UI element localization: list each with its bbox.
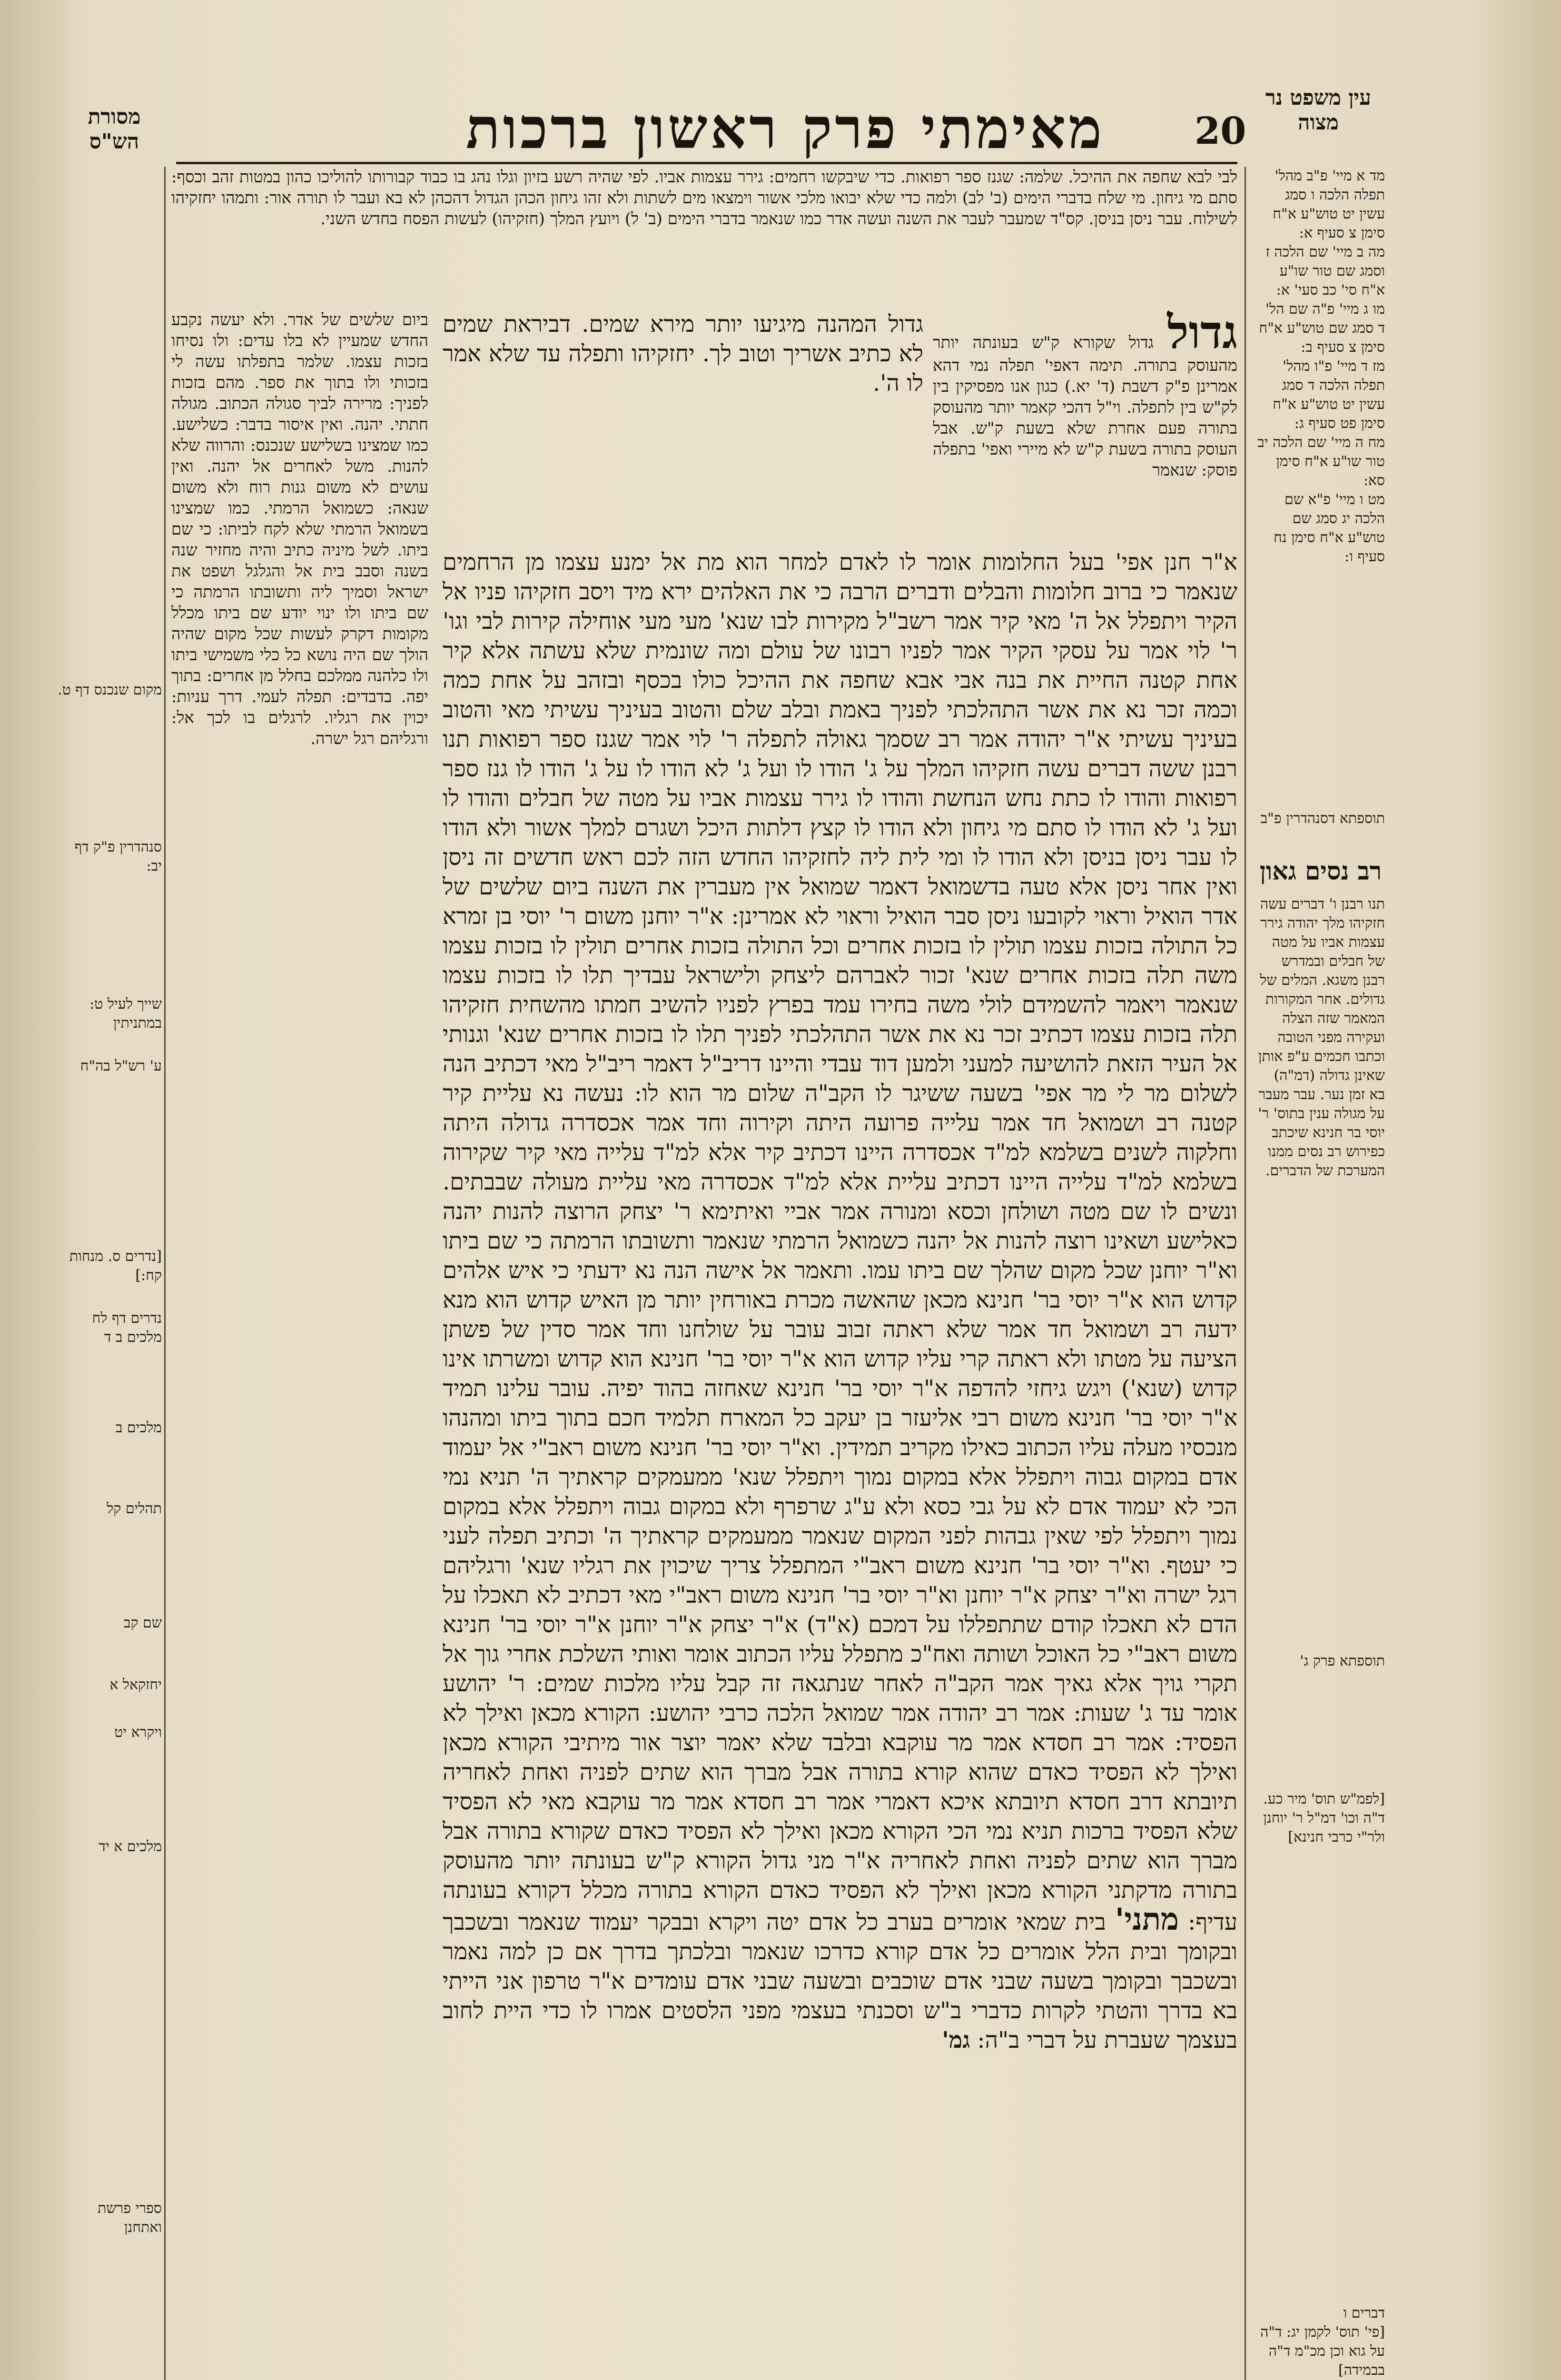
devarim-side-note — [1256, 2304, 1385, 2380]
ein-mishpat-heading: עין משפט נר מצוה — [1265, 86, 1371, 135]
gemara-main-text — [443, 547, 1237, 2380]
rashi-column: ביום שלשים של אדר. ולא יעשה נקבע החדש שמעיין לא בלו עדים: ולו נסיחו בזכות עצמו. שלמר בתפלתו עשה לי בזכותי ולו בתוך את ספר. מהם בזכות לפניך: מרירה לביך סגולה הכתוב. מגולה חתתי. יהנה. ואין איסור בדבר: כשלישע. כמו שמצינו בשלישע שנכנס: והרווה שלא להנות. משל לאחרים אל יהנה. ואין עושים לא משום גנות רוח ולא משום שנאה: כשמואל הרמתי. כמו שמצינו בשמואל הרמתי שלא לקח לביתו: כי שם ביתו. לשל מיניה כתיב והיה מחזיר שנה בשנה וסבב בית אל והגלגל ושפט את ישראל וסמיך ליה ותשובתו הרמתה כי שם ביתו ולו ינוי יודע שם ביתו מכלל מקומות דקרק לעשות שכל מקום שהיה הולך שם היה נושא כל כלי משמישי ביתו ולו כלהנה ממלכם בחלל מן אחרים: בתוך יפה. בדבדים: תפלה לעמי. דרך עניות: יכוין את רגליו. לרגלים בו לכך אל: ורגליהם רגל ישרה. — [171, 310, 428, 748]
mesoret-entry: ויקרא יט — [114, 1724, 162, 1741]
ein-mishpat-entry: מה ב מיי' שם הלכה ז וסמג שם טור שו"ע א"ח סי' כב סעי' א: — [1265, 244, 1385, 298]
tosefta-label-1: תוספתא דסנהדרין פ"ב — [1260, 810, 1385, 827]
mesoret-entry: תהלים קל — [107, 1500, 162, 1517]
hagahot-side-note: [לפמ"ש תוס' מיר כע. ד"ה וכו' דמ"ל ר' יוחנן ולר"י כרבי חנינא] — [1263, 1791, 1385, 1845]
mesoret-entry: נדרים דף לח מלכים ב ד — [92, 1310, 162, 1346]
rabbeinu-nissim-title: רב נסים גאון — [1259, 857, 1382, 886]
mesoret-entry: ספרי פרשת ואתחנן — [98, 2200, 162, 2236]
mesoret-entry: [נדרים ס. מנחות קח:] — [69, 1248, 162, 1284]
gemara-top-column — [443, 309, 923, 543]
gemara-opening: גדול המהנה מיגיעו יותר מירא שמים. דביראת שמים לא כתיב אשריך וטוב לך. יחזקיהו ותפלה עד שלא אמר לו ה'. — [443, 311, 923, 397]
mesoret-entry: מלכים א יד — [99, 1838, 162, 1855]
header-rule — [176, 162, 1237, 164]
mishna-text: בית שמאי אומרים בערב כל אדם יטה ויקרא ובבקר יעמוד שנאמר ובשכבך ובקומך ובית הלל אומרים כל אדם קורא כדרכו שנאמר ובלכתך בדרך אם כן למה נאמר ובשכבך ובקומך בשעה שבני אדם שוכבים ובשעה שבני אדם עומדים א"ר טרפון אני הייתי בא בדרך והטתי לקרות כדברי ב"ש וסכנתי בעצמי מפני הלסטים אמרו לו כדי היית לחוב בעצמך שעברת על דברי ב"ה: — [443, 1909, 1237, 2053]
ein-mishpat-entry: מז ד מיי' פ"ו מהל' תפלה הלכה ד סמג עשין יט טוש"ע א"ח סימן פט סעיף ג: — [1273, 358, 1385, 432]
ein-mishpat-entry: מד א מיי' פ"ב מהל' תפלה הלכה ו סמג עשין יט טוש"ע א"ח סימן צ סעיף א: — [1273, 168, 1385, 241]
right-margin-divider — [1245, 167, 1246, 2380]
mesoret-entry: ע' רש"ל בה"ח — [80, 1058, 162, 1074]
left-margin-divider — [164, 167, 166, 2380]
devarim-note: [פי' תוס' לקמן יג: ד"ה על גוא וכן מכ"מ ד"ה בבמידה] — [1260, 2324, 1385, 2379]
mesoret-entry: סנהדרין פ"ק דף יב: — [74, 839, 162, 874]
mesoret-entry: שייך לעיל ט: במתניתין — [89, 996, 162, 1031]
page-number: 20 — [1195, 109, 1246, 153]
rabbeinu-nissim-text: תנו רבנן ו' דברים עשה חזקיהו מלך יהודה גירר עצמות אביו על מטה של חבלים ובמדרש רבנן משגא. המלים של גדולים. אחר המקורות המאמר שזה הצלה ועקירה מפני הטובה וכתבו חכמים ע"פ אותן שאינן גדולה (דמ"ה) בא זמן נער. עבר מעבר על מגולה ענין בתוס' ר' יוסי בר חנינא שיכתב כפירוש רב נסים ממנו המערכת של הדברים. — [1258, 896, 1385, 1179]
tosafot-initial-word: גדול — [1167, 309, 1237, 359]
tosafot-text: גדול שקורא ק"ש בעונתה יותר מהעוסק בתורה. תימה דאפי' תפלה נמי דהא אמרינן פ"ק דשבת (ד' יא.) כגון אנו מפסיקין בין לק"ש בין לתפלה. וי"ל דהכי קאמר יותר מהעוסק בתורה פעם אחרת שלא בשעת ק"ש. אבל העוסק בתורה בשעת ק"ש לא מיירי ואפי' בתפלה פוסק: שנאמר — [933, 333, 1237, 480]
ein-mishpat-entry: מו ג מיי' פ"ה שם הל' ד סמג שם טוש"ע א"ח סימן צ סעיף ב: — [1259, 301, 1385, 356]
mesoret-entry: יחזקאל א — [109, 1676, 162, 1693]
mesoret-entry: מלכים ב — [115, 1419, 162, 1436]
ein-mishpat-entry: מט ו מיי' פ"א שם הלכה יג סמג שם טוש"ע א"ח סימן נח סעיף ו: — [1274, 491, 1385, 565]
mishna-label: מתני' — [1115, 1902, 1179, 1937]
gemara-body: א"ר חנן אפי' בעל החלומות אומר לו לאדם למחר הוא מת אל ימנע עצמו מן הרחמים שנאמר כי ברוב חלומות והבלים ודברים הרבה כי את האלהים ירא מיד ויסב חזקיהו פניו אל הקיר ויתפלל אל ה' מאי קיר אמר רשב"ל מקירות לבו שנא' מעי מעי אוחילה קירות לבי וגו' ר' לוי אמר על עסקי הקיר אמר לפניו רבונו של עולם ומה שונמית שלא עשתה אלא קיר אחת קטנה החיית את בנה אבי אבא שחפה את ההיכל כולו בכסף ובזהב על אחת כמה וכמה זכר נא את אשר התהלכתי לפניך באמת ובלב שלם והטוב בעיניך עשיתי מאי והטוב בעיניך עשיתי א"ר יהודה אמר רב שסמך גאולה לתפלה ר' לוי אמר שגנז ספר רפואות תנו רבנן ששה דברים עשה חזקיהו המלך על ג' הודו לו ועל ג' לא הודו לו על ג' הודו לו גנז ספר רפואות והודו לו כתת נחש הנחשת והודו לו גירר עצמות אביו על מטה של חבלים והודו לו ועל ג' לא הודו לו סתם מי גיחון ולא הודו לו קצץ דלתות היכל ושגרם למלך אשור ולא הודו לו עבר ניסן בניסן ולא הודו לו ומי לית ליה לחזקיהו החדש הזה לכם ראש חדשים זה ניסן ואין אחר ניסן אלא טעה בדשמואל דאמר שמואל אין מעברין את השנה ביום שלשים של אדר הואיל וראוי לקובעו ניסן סבר הואיל וראוי לא אמרינן: א"ר יוחנן משום ר' יוסי בן זמרא כל התולה בזכות עצמו תולין לו בזכות אחרים וכל התולה בזכות אחרים תולין לו בזכות עצמו משה תלה בזכות אחרים שנא' זכור לאברהם ליצחק ולישראל עבדיך תלו לו בזכות עצמו שנאמר ויאמר להשמידם לולי משה בחירו עמד בפרץ לפניו להשיב חמתו מהשחית חזקיהו תלה בזכות עצמו דכתיב זכר נא את אשר התהלכתי לפניך תלו לו בזכות אחרים שנא' וגנותי אל העיר הזאת להושיעה למעני ולמען דוד עבדי והיינו דריב"ל דאמר ריב"ל מאי דכתיב הנה לשלום מר לי מר אפי' בשעה ששיגר לו הקב"ה שלום מר הוא לו: נעשה נא עליית קיר קטנה רב ושמואל חד אמר עלייה פרועה היתה וקירוה וחד אמר אכסדרה גדולה היתה וחלקוה לשנים בשלמא למ"ד אכסדרה היינו דכתיב קיר אלא למ"ד עלייה מאי קיר שקירוה בשלמא למ"ד עלייה היינו דכתיב עליית אלא למ"ד אכסדרה מאי עליית מעולה שבבתים. ונשים לו שם מטה ושולחן וכסא ומנורה אמר אביי ואיתימא ר' יצחק הרוצה להנות יהנה כאלישע ושאינו רוצה להנות אל יהנה כשמואל הרמתי שנאמר ותשובתו הרמתה כי שם ביתו וא"ר יוחנן שכל מקום שהלך שם ביתו עמו. ותאמר אל אישה הנה נא ידעתי כי איש אלהים קדוש הוא א"ר יוסי בר' חנינא מכאן שהאשה מכרת באורחין יותר מן האיש קדוש הוא מנא ידעה רב ושמואל חד אמר שלא ראתה זבוב עובר על שולחנו וחד אמר סדין של פשתן הציעה על מטתו ולא ראתה קרי עליו קדוש הוא א"ר יוסי בר' חנינא הוא קדוש ומשרתו אינו קדוש (שנא') ויגש גיחזי להדפה א"ר יוסי בר' חנינא שאחזה בהוד יפיה. עובר עלינו תמיד א"ר יוסי בר' חנינא משום רבי אליעזר בן יעקב כל המארח תלמיד חכם בתוך ביתו ומהנהו מנכסיו מעלה עליו הכתוב כאילו מקריב תמידין. וא"ר יוסי בר' חנינא משום ראב"י אל יעמוד אדם במקום גבוה ויתפלל אלא במקום נמוך ויתפלל שנא' ממעמקים קראתיך ה' תניא נמי הכי לא יעמוד אדם לא על גבי כסא ולא ע"ג שרפרף ולא במקום גבוה ויתפלל אלא במקום נמוך ויתפלל לפי שאין גבהות לפני המקום שנאמר ממעמקים קראתיך ה' וכתיב תפלה לעני כי יעטף. וא"ר יוסי בר' חנינא משום ראב"י המתפלל צריך שיכוין את רגליו שנא' ורגליהם רגל ישרה וא"ר יצחק א"ר יוחנן וא"ר יוסי בר' חנינא משום ראב"י מאי דכתיב לא תאכלו על הדם לא תאכלו קודם שתתפללו על דמכם (א"ד) א"ר יצחק א"ר יוחנן א"ר יוסי בר' חנינא משום ראב"י כל האוכל ושותה ואח"כ מתפלל עליו הכתוב אומר ואותי השלכת אחרי גוך אל תקרי גויך אלא גאיך אמר הקב"ה לאחר שנתגאה זה קבל עליו מלכות שמים: ר' יהושע אומר עד ג' שעות: אמר רב יהודה אמר שמואל הלכה כרבי יהושע: הקורא מכאן ואילך לא הפסיד: אמר רב חסדא אמר מר עוקבא ובלבד שלא יאמר יוצר אור מיתיבי הקורא מכאן ואילך לא הפסיד כאדם שהוא קורא בתורה אבל מברך הוא שתים לפניה ואחת לאחריה תיובתא דרב חסדא תיובתא איכא דאמרי אמר רב חסדא אמר מר עוקבא מאי לא הפסיד שלא הפסיד ברכות תניא נמי הכי הקורא מכאן ואילך לא הפסיד כאדם שקורא בתורה אבל מברך הוא שתים לפניה ואחת לאחריה א"ר מני גדול הקורא ק"ש בעונתה יותר מהעוסק בתורה מדקתני הקורא מכאן ואילך לא הפסיד כאדם הקורא בתורה מכלל דקורא בעונתה עדיף: — [443, 549, 1237, 1935]
mesoret-entry: מקום שנכנס דף ט. — [58, 682, 162, 698]
devarim-ref: דברים ו — [1343, 2305, 1385, 2321]
mesoret-entry: שם קב — [123, 1615, 162, 1631]
tosafot-top-right — [933, 309, 1237, 543]
running-head: מאימתי פרק ראשון ברכות — [465, 95, 1105, 161]
mesoret-hashas-heading: מסורת הש"ס — [88, 105, 141, 154]
ein-mishpat-entry: מח ה מיי' שם הלכה יב טור שו"ע א"ח סימן סא: — [1257, 434, 1385, 489]
rashi-top-block: לבי לבא שחפה את ההיכל. שלמה: שגנז ספר רפואות. כדי שיבקשו רחמים: גירר עצמות אביו. לפי שהיה רשע בזיון וגלו נהג בו כבוד קבורותו להוליכו כהון במטות זהב וכסף: סתם מי גיחון. מי שלח בדברי הימים (ב' לב) ולמה כדי שלא יבואו מלכי אשור וימצאו מים לשתות ולא זהו גיחון הכהן הגדול דהכהן לא בא ועבר לו תורה אור: ותמהו יחזקיהו לשילוח. עבר ניסן בניסן. קס"ד שמעבר לעבר את השנה ועשה אדר כמו שנאמר בדברי הימים (ב' ל) ויועץ המלך (חזקיהו) לעשות הפסח בחדש השני. — [171, 168, 1237, 228]
ein-mishpat-column — [1256, 167, 1385, 595]
gemara-end-label: גמ' — [942, 2027, 970, 2053]
tosefta-label-2: תוספתא פרק ג' — [1300, 1653, 1385, 1669]
